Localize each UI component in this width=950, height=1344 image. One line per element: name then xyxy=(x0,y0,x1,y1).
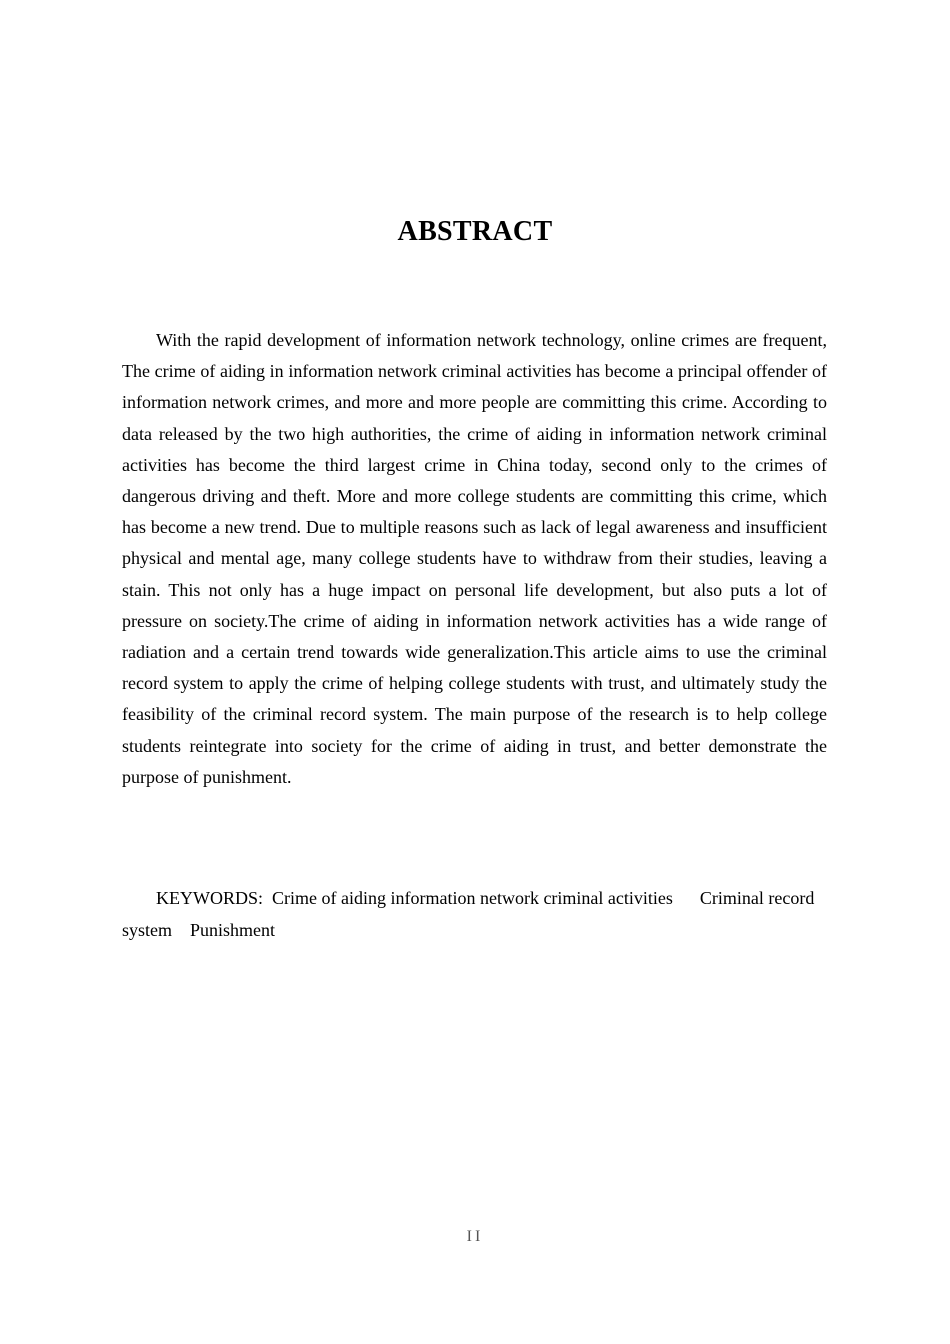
abstract-title: ABSTRACT xyxy=(397,216,553,247)
abstract-body: With the rapid development of information network technology, online crimes are frequent, The crime of aiding in information network criminal activities has become a principal offender of information network crimes, and more and more people are committing this crime. According to data released by the two high authorities, the crime of aiding in information network criminal activities has become the third largest crime in China today, second only to the crimes of dangerous driving and theft. More and more college students are committing this crime, which has become a new trend. Due to multiple reasons such as lack of legal awareness and insufficient physical and mental age, many college students have to withdraw from their studies, leaving a stain. This not only has a huge impact on personal life development, but also puts a lot of pressure on society.The crime of aiding in information network activities has a wide range of radiation and a certain trend towards wide generalization.This article aims to use the criminal record system to apply the crime of helping college students with trust, and ultimately study the feasibility of the criminal record system. The main purpose of the research is to help college students reintegrate into society for the crime of aiding in trust, and better demonstrate the purpose of punishment. xyxy=(122,330,827,787)
page-number: II xyxy=(466,1228,484,1245)
keywords-paragraph: KEYWORDS: Crime of aiding information network criminal activities Criminal record system Punishment xyxy=(122,888,824,940)
